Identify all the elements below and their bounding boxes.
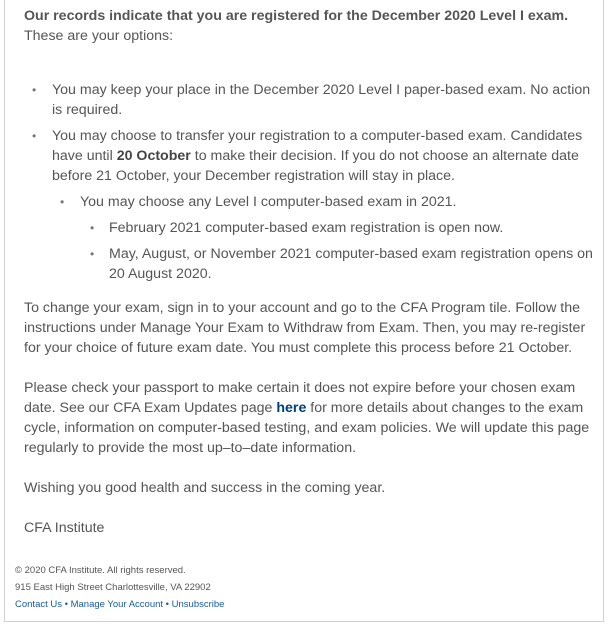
option-transfer-text-start: You may choose to transfer your registration to a computer-based exam. Candidates have until: [52, 128, 583, 164]
passport-text-end: for more details about changes to the exam cycle, information on computer-based testing, and exam policies. We will update this page regularly to provide the most up–to–date information.: [24, 400, 590, 456]
option-feb: [24, 218, 596, 238]
intro: [24, 6, 596, 46]
bullet-icon: •: [32, 83, 37, 97]
option-may-aug-nov: [24, 244, 596, 284]
bullet-icon: •: [60, 195, 65, 209]
email-body: [24, 6, 596, 538]
option-transfer: [24, 126, 596, 186]
bullet-icon: •: [32, 129, 37, 143]
bullet-icon: •: [90, 247, 95, 261]
transfer-deadline: 20 October: [116, 148, 191, 164]
option-keep-place-text: You may keep your place in the December 2020 Level I paper-based exam. No action is required.: [52, 82, 591, 118]
copyright: © 2020 CFA Institute. All rights reserved.: [15, 565, 186, 576]
separator: •: [163, 599, 172, 610]
change-exam-paragraph: To change your exam, sign in to your account and go to the CFA Program tile. Follow the instructions under Manage Your Exam to Withdraw from Exam. Then, you may re-register for your choice of future exam date. You must complete this process before 21 October.: [24, 300, 586, 356]
intro-options-line: These are your options:: [24, 28, 174, 44]
intro-bold-line: Our records indicate that you are registered for the December 2020 Level I exam.: [24, 8, 569, 24]
option-keep-place: [24, 80, 596, 120]
options-list: [24, 80, 596, 284]
passport-text-start: Please check your passport to make certain it does not expire before your chosen exam date. See our CFA Exam Updates page: [24, 380, 576, 416]
option-may-aug-nov-text: May, August, or November 2021 computer-based exam registration opens on 20 August 2020.: [109, 246, 593, 282]
option-transfer-text-end: to make their decision. If you do not choose an alternate date before 21 October, your December registration will stay in place.: [52, 148, 579, 184]
footer-links: [15, 596, 224, 613]
option-any-cbt-text: You may choose any Level I computer-based exam in 2021.: [80, 194, 457, 210]
option-feb-text: February 2021 computer-based exam registration is open now.: [109, 220, 504, 236]
unsubscribe-link[interactable]: Unsubscribe: [171, 599, 225, 610]
signature: CFA Institute: [24, 520, 105, 536]
wishes-paragraph: Wishing you good health and success in the coming year.: [24, 480, 386, 496]
address: 915 East High Street Charlottesville, VA 22902: [15, 582, 211, 593]
separator: •: [62, 599, 71, 610]
option-any-cbt: [24, 192, 596, 212]
manage-account-link[interactable]: Manage Your Account: [70, 599, 164, 610]
contact-us-link[interactable]: Contact Us: [15, 599, 62, 610]
exam-updates-link[interactable]: here: [276, 400, 307, 416]
bullet-icon: •: [90, 221, 95, 235]
passport-paragraph: [24, 378, 596, 458]
email-footer: [15, 562, 224, 613]
